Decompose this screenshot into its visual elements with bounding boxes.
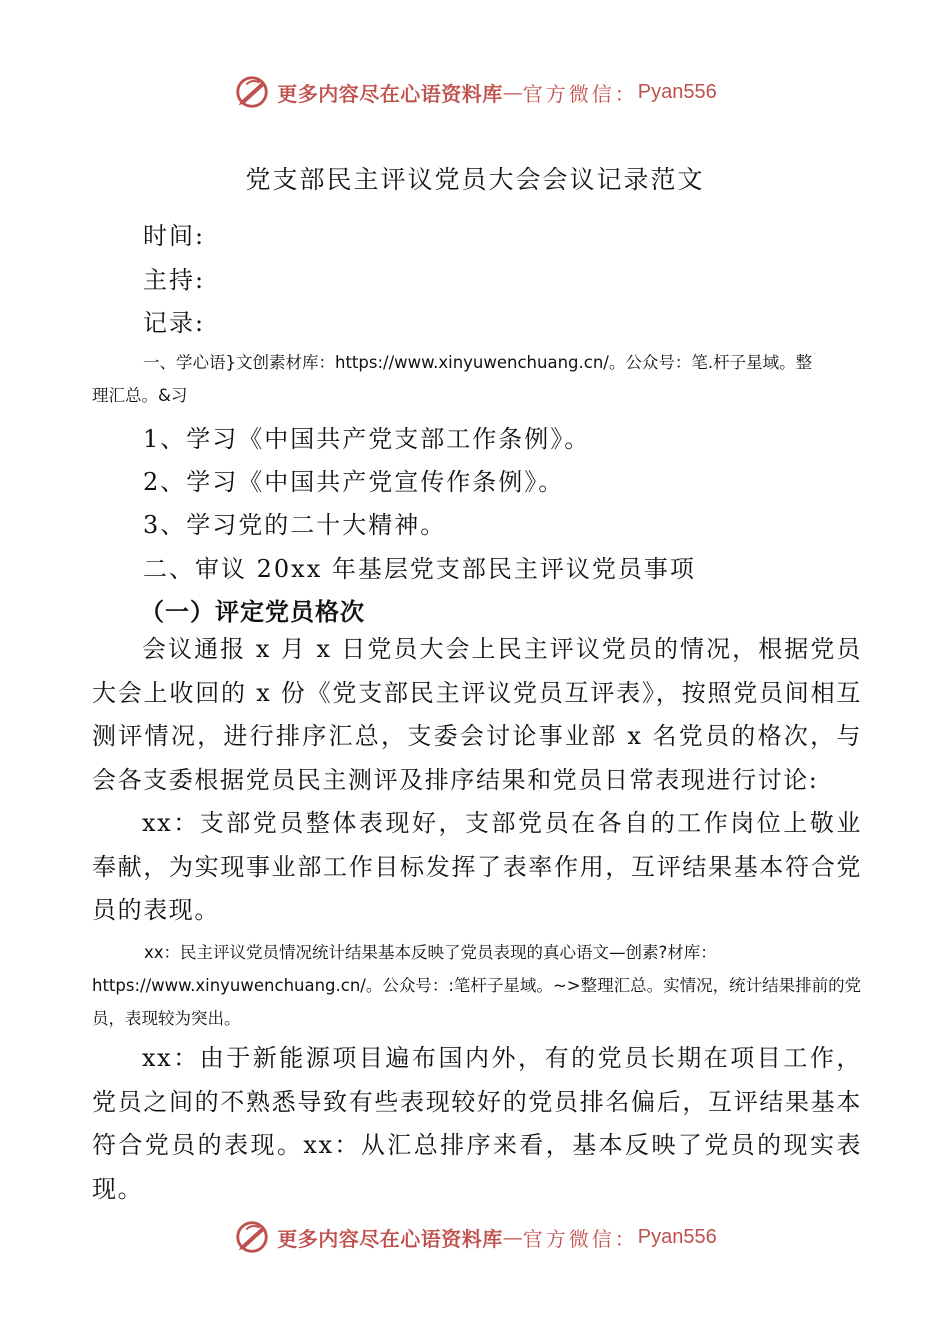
study-item-3: 3、学习党的二十大精神。 <box>143 511 447 539</box>
study-item-2: 2、学习《中国共产党宣传作条例》。 <box>143 468 565 496</box>
record-label: 记录: <box>143 309 206 337</box>
banner-main-text: 更多内容尽在心语资料库 <box>277 81 503 106</box>
paragraph-3: xx：民主评议党员情况统计结果基本反映了党员表现的真心语文—创素?材库：https://www.xinyuwenchuang.cn/。公众号：:笔杆子星域。~>整理汇总。实情况，统计结果排前的党员，表现较为突出。 <box>92 943 862 1028</box>
banner-wechat-id: Pyan556 <box>637 80 717 103</box>
paragraph-1: 会议通报 x 月 x 日党员大会上民主评议党员的情况，根据党员大会上收回的 x 份《党支部民主评议党员互评表》，按照党员间相互测评情况，进行排序汇总，支委会讨论事业部 x 名党员的格次，与会各支委根据党员民主测评及排序结果和党员日常表现进行讨论: <box>92 635 862 794</box>
header-banner <box>0 70 950 114</box>
paragraph-4: xx：由于新能源项目遍布国内外，有的党员长期在项目工作，党员之间的不熟悉导致有些表现较好的党员排名偏后，互评结果基本符合党员的表现。xx：从汇总排序来看，基本反映了党员的现实表现。 <box>92 1044 862 1203</box>
subheading: （一）评定党员格次 <box>140 598 365 626</box>
banner-wechat-label: 官方微信： <box>522 1226 638 1251</box>
footer-banner <box>0 1215 950 1259</box>
section1-line2: 理汇总。&习 <box>92 386 188 405</box>
banner-main-text: 更多内容尽在心语资料库 <box>277 1226 503 1251</box>
pen-logo-icon <box>233 1218 271 1256</box>
banner-wechat-id: Pyan556 <box>637 1225 717 1248</box>
paragraph-2: xx：支部党员整体表现好，支部党员在各自的工作岗位上敬业奉献，为实现事业部工作目标发挥了表率作用，互评结果基本符合党员的表现。 <box>92 809 862 924</box>
study-item-1: 1、学习《中国共产党支部工作条例》。 <box>143 425 591 453</box>
banner-wechat-label: 官方微信： <box>522 81 638 106</box>
section1-line1: 一、学心语}文创素材库：https://www.xinyuwenchuang.cn/。公众号：笔.杆子星域。整 <box>143 353 813 372</box>
host-label: 主持: <box>143 266 206 294</box>
banner-dash: — <box>502 1225 523 1249</box>
banner-dash: — <box>502 80 523 104</box>
document-title: 党支部民主评议党员大会会议记录范文 <box>245 165 705 194</box>
time-label: 时间: <box>143 222 206 250</box>
section2-heading: 二、审议 20xx 年基层党支部民主评议党员事项 <box>143 555 696 583</box>
pen-logo-icon <box>233 73 271 111</box>
